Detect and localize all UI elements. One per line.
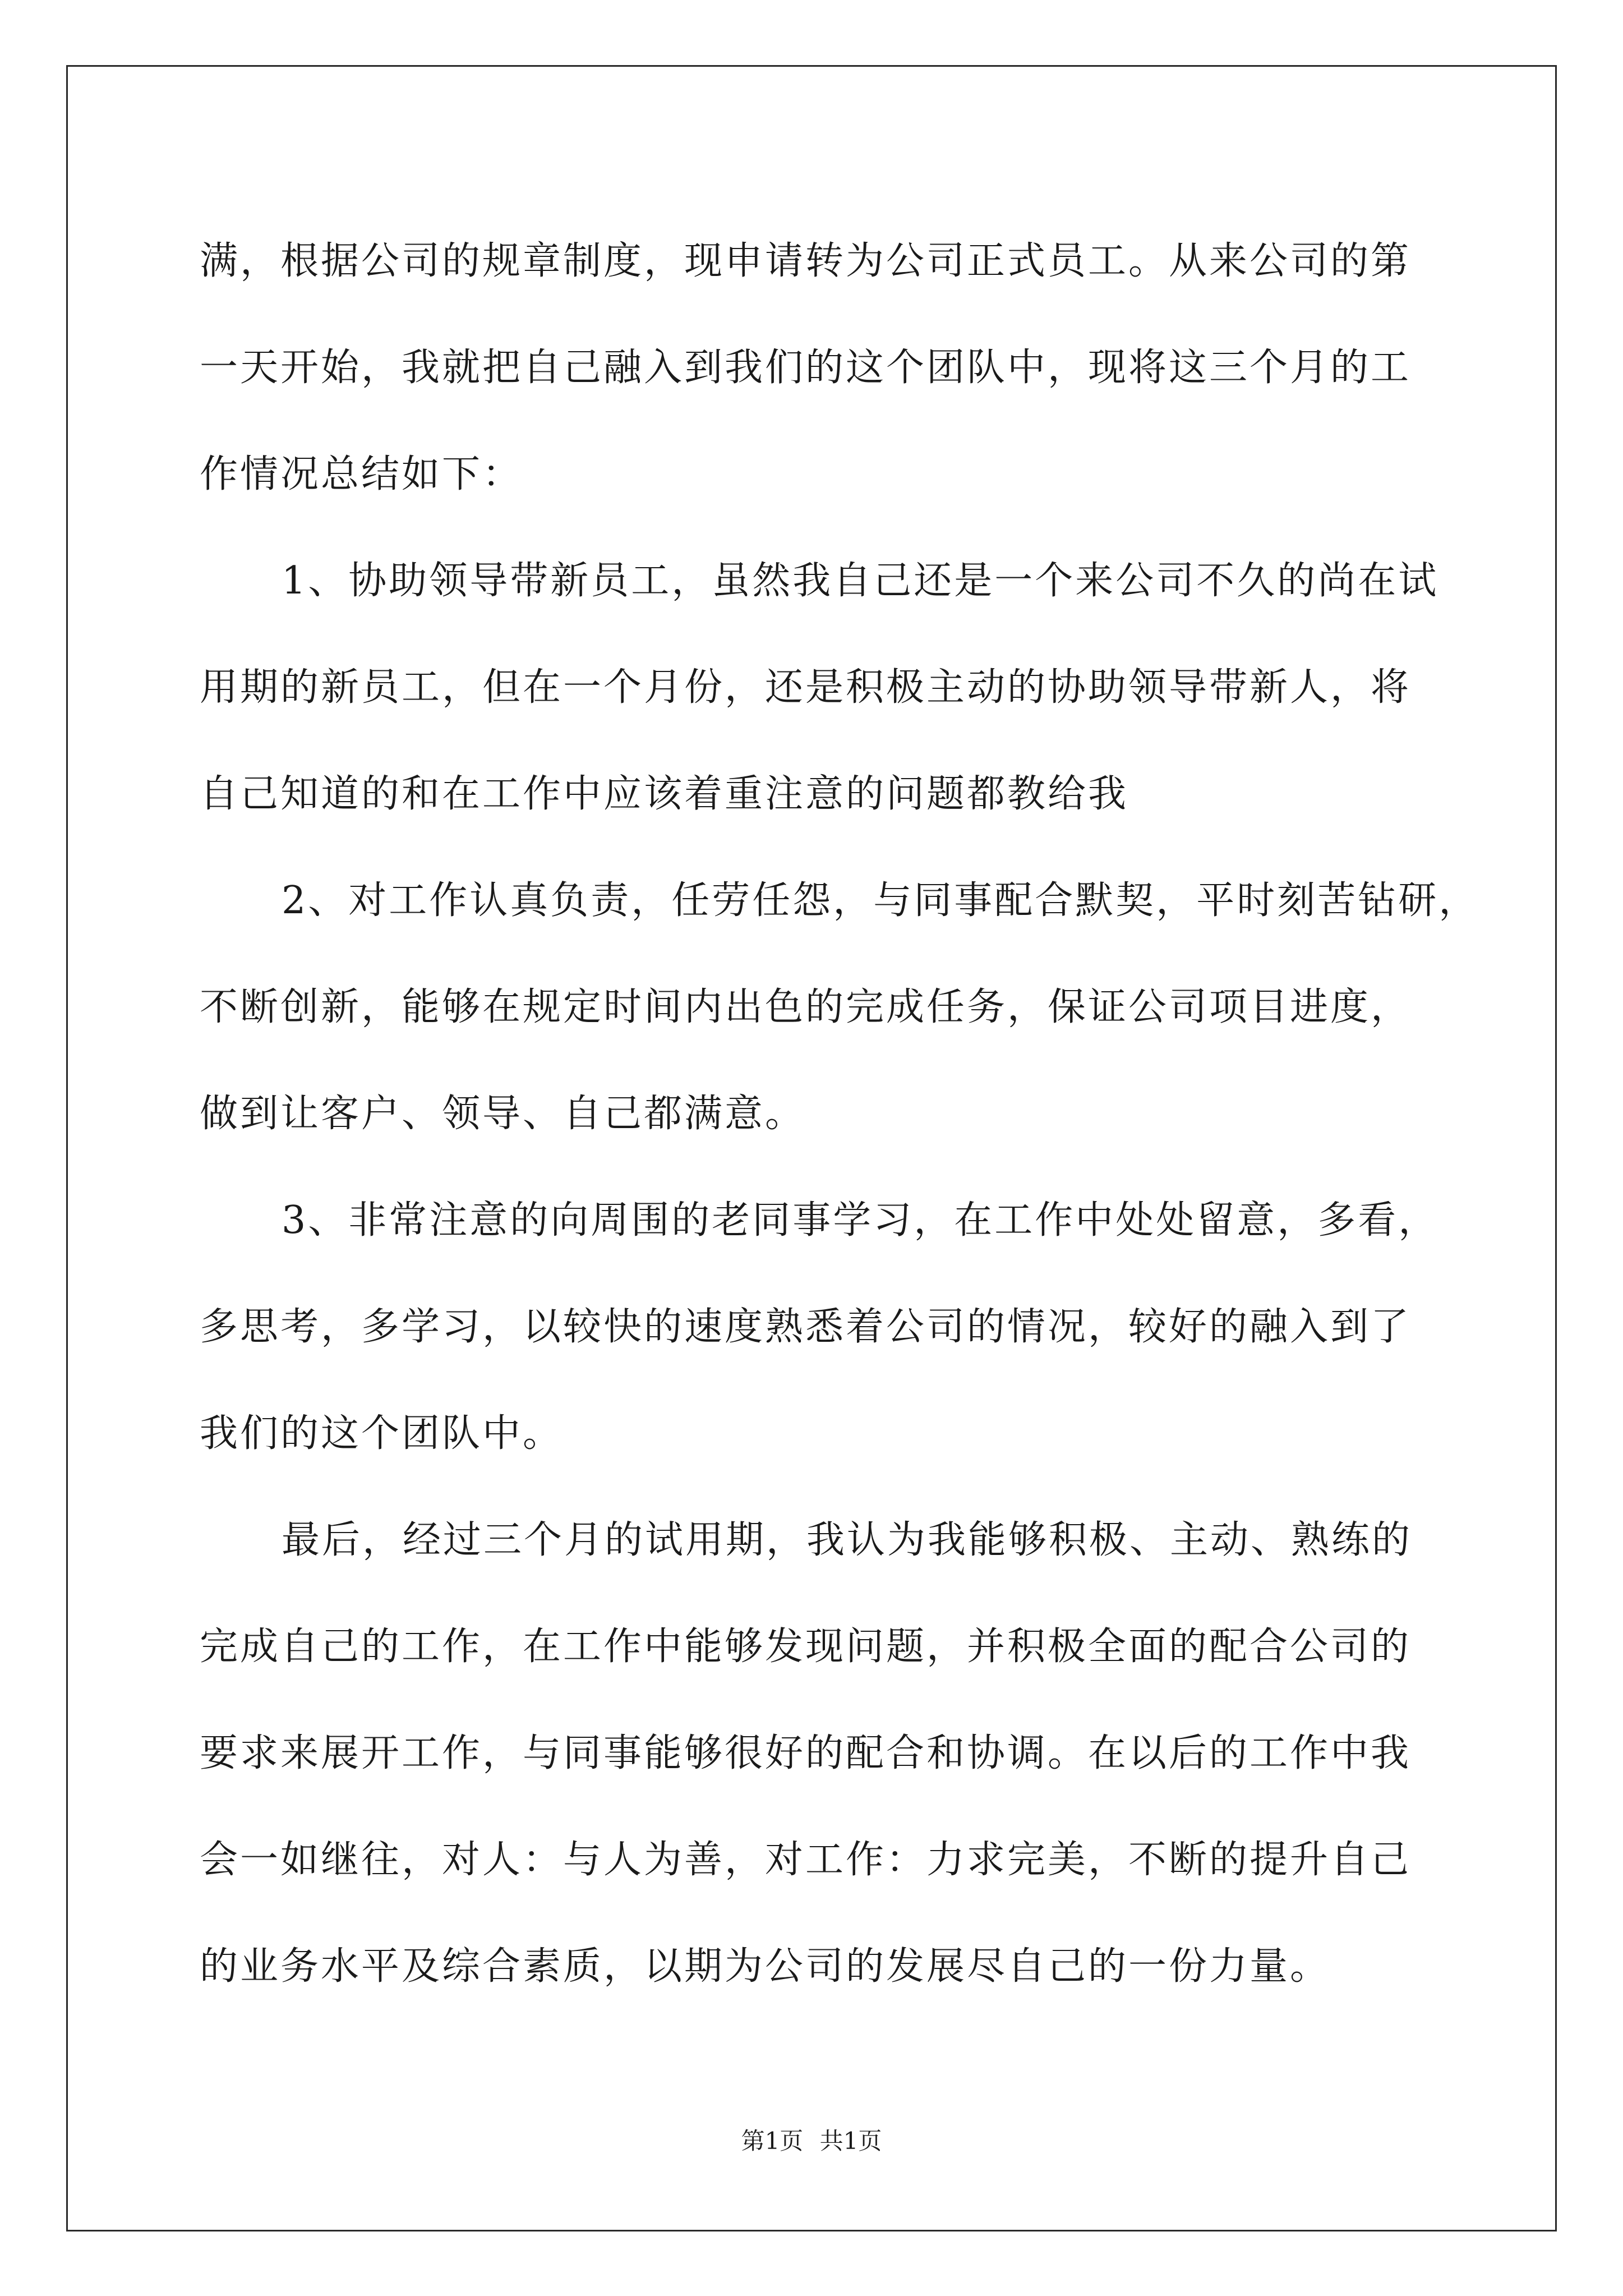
- text-line: 要求来展开工作，与同事能够很好的配合和协调。在以后的工作中我: [200, 1731, 1412, 1775]
- page-footer: [0, 2123, 1623, 2156]
- text-line: 完成自己的工作，在工作中能够发现问题，并积极全面的配合公司的: [200, 1625, 1412, 1669]
- text-line: 我们的这个团队中。: [200, 1411, 564, 1456]
- page-number: 第1页: [741, 2127, 804, 2155]
- text-line: 会一如继往，对人：与人为善，对工作：力求完美，不断的提升自己: [200, 1838, 1412, 1882]
- paragraph-conclusion-start: 最后，经过三个月的试用期，我认为我能够积极、主动、熟练的: [282, 1518, 1413, 1562]
- text-line: 不断创新，能够在规定时间内出色的完成任务，保证公司项目进度，: [200, 985, 1412, 1029]
- text-line: 多思考，多学习，以较快的速度熟悉着公司的情况，较好的融入到了: [200, 1305, 1412, 1349]
- paragraph-2-start: 2、对工作认真负责，任劳任怨，与同事配合默契，平时刻苦钻研，: [282, 878, 1479, 923]
- paragraph-1-start: 1、协助领导带新员工，虽然我自己还是一个来公司不久的尚在试: [282, 559, 1439, 603]
- paragraph-3-start: 3、非常注意的向周围的老同事学习，在工作中处处留意，多看，: [282, 1198, 1439, 1243]
- text-line: 做到让客户、领导、自己都满意。: [200, 1092, 806, 1136]
- text-line: 的业务水平及综合素质，以期为公司的发展尽自己的一份力量。: [200, 1944, 1331, 1989]
- text-line: 满，根据公司的规章制度，现申请转为公司正式员工。从来公司的第: [200, 239, 1412, 283]
- text-line: 自己知道的和在工作中应该着重注意的问题都教给我: [200, 772, 1129, 816]
- page-total: 共1页: [819, 2127, 882, 2155]
- text-line: 一天开始，我就把自己融入到我们的这个团队中，现将这三个月的工: [200, 346, 1412, 390]
- text-line: 作情况总结如下：: [200, 452, 523, 496]
- text-line: 用期的新员工，但在一个月份，还是积极主动的协助领导带新人，将: [200, 665, 1412, 710]
